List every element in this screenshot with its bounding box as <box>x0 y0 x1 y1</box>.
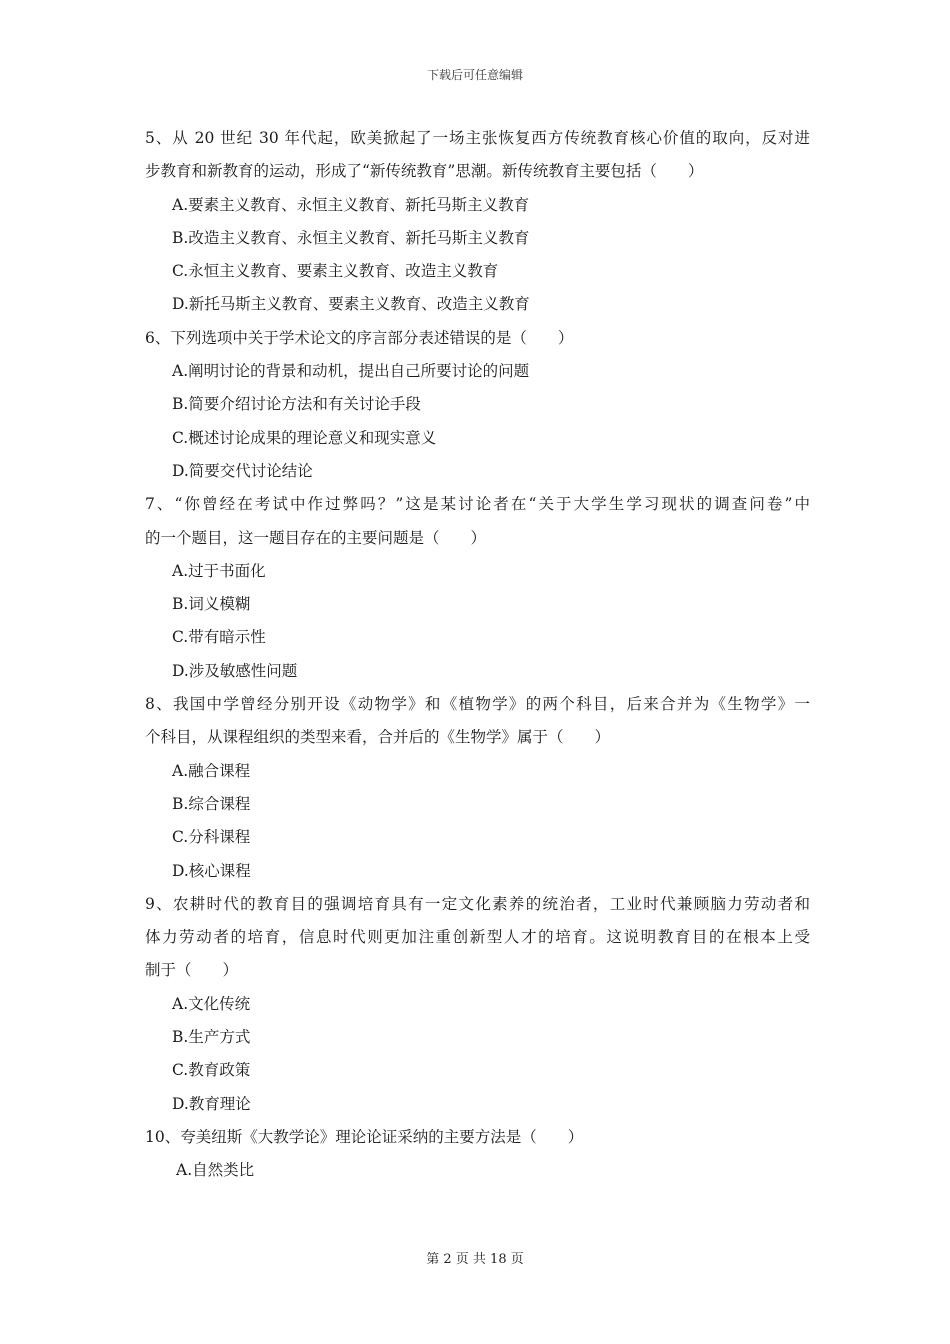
question-10-option-a: A.自然类比 <box>176 1161 255 1180</box>
question-8-option-a: A.融合课程 <box>172 761 251 780</box>
question-list <box>145 122 810 1188</box>
question-5-option-c: C.永恒主义教育、要素主义教育、改造主义教育 <box>172 262 499 281</box>
question-7-option-d: D.涉及敏感性问题 <box>172 661 298 680</box>
question-8-line-2: 个科目，从课程组织的类型来看，合并后的《生物学》属于（ ） <box>145 728 611 747</box>
question-6-option-d: D.简要交代讨论结论 <box>172 461 313 480</box>
question-8 <box>145 688 810 888</box>
question-9-line-2: 体力劳动者的培育，信息时代则更加注重创新型人才的培育。这说明教育目的在根本上受 <box>145 928 810 947</box>
page-footer: 第 2 页 共 18 页 <box>426 1252 524 1267</box>
question-9-line-1: 9、农耕时代的教育目的强调培育具有一定文化素养的统治者，工业时代兼顾脑力劳动者和 <box>145 894 810 913</box>
question-5-line-2: 步教育和新教育的运动，形成了“新传统教育”思潮。新传统教育主要包括（ ） <box>145 162 704 181</box>
question-9-option-b: B.生产方式 <box>172 1028 251 1047</box>
question-6 <box>145 322 810 488</box>
question-5-option-a: A.要素主义教育、永恒主义教育、新托马斯主义教育 <box>172 195 530 214</box>
question-7-option-c: C.带有暗示性 <box>172 628 266 647</box>
question-7-line-2: 的一个题目，这一题目存在的主要问题是（ ） <box>145 528 487 547</box>
page-header: 下载后可任意编辑 <box>426 68 523 82</box>
question-8-line-1: 8、我国中学曾经分别开设《动物学》和《植物学》的两个科目，后来合并为《生物学》一 <box>145 695 810 714</box>
question-7-option-b: B.词义模糊 <box>172 595 251 614</box>
question-6-option-a: A.阐明讨论的背景和动机，提出自己所要讨论的问题 <box>172 362 530 381</box>
question-7-line-1: 7、“你曾经在考试中作过弊吗？”这是某讨论者在“关于大学生学习现状的调查问卷”中 <box>145 495 810 514</box>
question-9-option-a: A.文化传统 <box>172 994 251 1013</box>
question-9-line-3: 制于（ ） <box>145 961 239 980</box>
question-9-option-c: C.教育政策 <box>172 1061 251 1080</box>
question-5 <box>145 122 810 322</box>
question-5-line-1: 5、从 20 世纪 30 年代起，欧美掀起了一场主张恢复西方传统教育核心价值的取向，反对进 <box>145 129 810 147</box>
question-5-option-d: D.新托马斯主义教育、要素主义教育、改造主义教育 <box>172 295 530 314</box>
question-8-option-b: B.综合课程 <box>172 794 251 813</box>
question-10 <box>145 1121 810 1188</box>
question-6-option-c: C.概述讨论成果的理论意义和现实意义 <box>172 428 437 447</box>
question-7-option-a: A.过于书面化 <box>172 561 266 580</box>
question-6-line-1: 6、下列选项中关于学术论文的序言部分表述错误的是（ ） <box>145 328 574 347</box>
question-9 <box>145 888 810 1121</box>
question-9-option-d: D.教育理论 <box>172 1094 251 1113</box>
question-7 <box>145 488 810 688</box>
question-8-option-c: C.分科课程 <box>172 828 251 847</box>
question-8-option-d: D.核心课程 <box>172 861 251 880</box>
question-5-option-b: B.改造主义教育、永恒主义教育、新托马斯主义教育 <box>172 228 530 247</box>
question-10-line-1: 10、夸美纽斯《大教学论》理论论证采纳的主要方法是（ ） <box>145 1127 584 1146</box>
question-6-option-b: B.简要介绍讨论方法和有关讨论手段 <box>172 395 421 414</box>
